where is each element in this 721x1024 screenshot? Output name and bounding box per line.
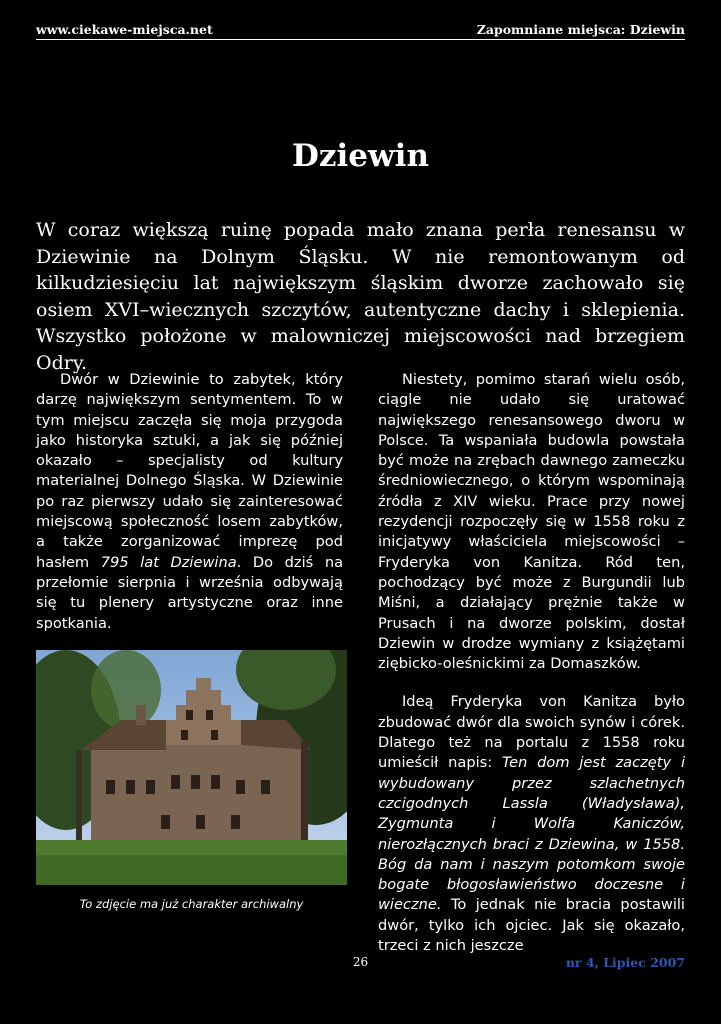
site-url: www.ciekawe-miejsca.net bbox=[36, 22, 213, 37]
left-column bbox=[36, 370, 343, 634]
right-paragraph-1: Niestety, pomimo starań wielu osób, ciągle nie udało się uratować największego renesansowego dworu w Polsce. Ta wspaniała budowla powstała być może na zrębach dawnego zameczku średniowiecznego, o którym wspominają źródła z XIV wieku. Prace przy nowej rezydencji rozpoczęły się w 1558 roku z inicjatywy właściciela miejscowości – Fryderyka von Kanitza. Ród ten, pochodzący być może z Burgundii lub Miśni, a działający prężnie także w Prusach i na dworze polskim, dostał Dziewin w drodze wymiany z książętami ziębicko-oleśnickimi za Domaszków. bbox=[378, 371, 685, 673]
page-number: 26 bbox=[352, 955, 369, 969]
right-column bbox=[378, 370, 685, 956]
event-name: 795 lat Dziewina bbox=[100, 553, 237, 571]
left-paragraph: Dwór w Dziewinie to zabytek, który darzę największym sentymentem. To w tym miejscu zaczęła się moja przygoda jako historyka sztuki, a jak się później okazało – specjalisty od kultury materialnej Dolnego Śląska. W Dziewinie po raz pierwszy udało się zainteresować miejscową społeczność losem zabytków, a także zorganizować imprezę pod hasłem 795 lat Dziewina. Do dziś na przełomie sierpnia i września odbywają się tu plenery artystyczne oraz inne spotkania. bbox=[36, 371, 344, 632]
manor-ruin-photo bbox=[36, 650, 347, 885]
portal-inscription: Ten dom jest zaczęty i wybudowany przez szlachetnych czcigodnych Lassla (Władysława), Zygmunta i Wolfa Kaniczów, nierozłącznych braci z Dziewina, w 1558. Bóg da nam i naszym potomkom swoje bogate błogosławieństwo doczesne i wieczne. bbox=[378, 754, 686, 914]
right-paragraph-2: Ideą Fryderyka von Kanitza było zbudować dwór dla swoich synów i córek. Dlatego też na portalu z 1558 roku umieścił napis: Ten dom jest zaczęty i wybudowany przez szlachetnych czcigodnych Lassla (Władysława), Zygmunta i Wolfa Kaniczów, nierozłącznych braci z Dziewina, w 1558. Bóg da nam i naszym potomkom swoje bogate błogosławieństwo doczesne i wieczne. To jednak nie bracia postawili dwór, tylko ich ojciec. Jak się okazało, trzeci z nich jeszcze bbox=[378, 693, 686, 955]
running-header bbox=[36, 22, 685, 40]
photo-caption: To zdjęcie ma już charakter archiwalny bbox=[79, 897, 304, 911]
article-title: Dziewin bbox=[292, 138, 429, 174]
issue-info: nr 4, Lipiec 2007 bbox=[565, 955, 685, 970]
manor-photo bbox=[36, 650, 347, 885]
section-title: Zapomniane miejsca: Dziewin bbox=[476, 22, 685, 37]
lead-paragraph: W coraz większą ruinę popada mało znana perła renesansu w Dziewinie na Dolnym Śląsku. W nie remontowanym od kilkudziesięciu lat największym śląskim dworze zachowało się osiem XVI–wiecznych szczytów, autentyczne dachy i sklepienia. Wszystko położone w malowniczej miejscowości nad brzegiem Odry. bbox=[36, 219, 685, 374]
